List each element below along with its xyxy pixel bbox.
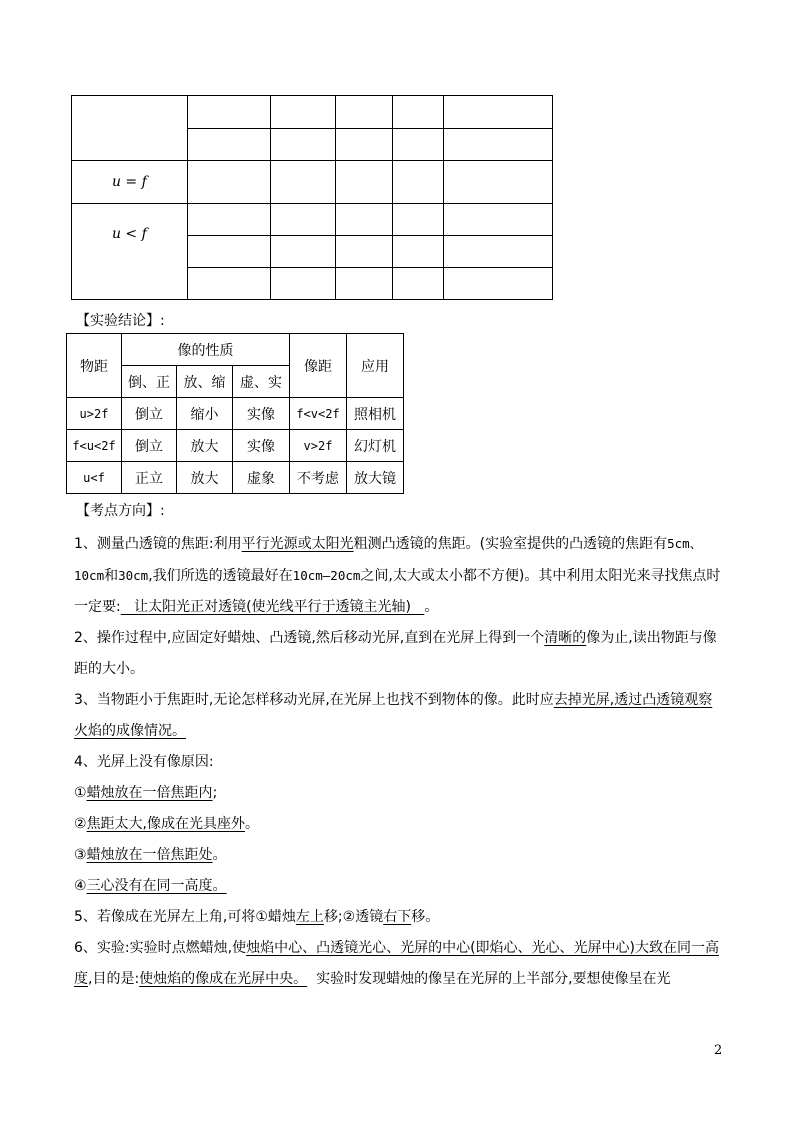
text: 5、若像成在光屏左上角,可将①蜡烛: [74, 909, 296, 925]
experiment-record-table: [71, 95, 553, 300]
answer-blank: 使烛焰的像成在光屏中央。: [139, 971, 308, 987]
answer-blank: 焦距太大,像成在光具座外: [86, 816, 246, 832]
cell-orientation: 倒立: [122, 430, 177, 462]
point-2: [74, 623, 724, 685]
answer-blank: 左上: [295, 909, 324, 925]
table-cell: [444, 128, 553, 161]
answer-blank: 清晰的: [544, 630, 587, 646]
answer-blank: 让太阳光正对透镜(使光线平行于透镜主光轴): [120, 599, 425, 615]
text: 3、当物距小于焦距时,无论怎样移动光屏,在光屏上也找不到物体的像。此时应: [74, 692, 554, 708]
table-row: [72, 96, 553, 129]
text: ①: [74, 785, 87, 801]
cell-object-distance: u<f: [67, 462, 122, 494]
table-cell: [336, 161, 393, 204]
text: 像为止,读出物距与像距的大小。: [74, 630, 717, 677]
point-4-4: [74, 871, 724, 902]
table-cell: [270, 96, 336, 129]
header-object-distance: 物距: [67, 334, 122, 398]
cell-application: 照相机: [347, 398, 404, 430]
text: ,我们所选的透镜最好在: [148, 568, 293, 584]
table-cell: [336, 204, 393, 236]
table-cell: [187, 128, 270, 161]
text: 2、操作过程中,应固定好蜡烛、凸透镜,然后移动光屏,直到在光屏上得到一个: [74, 630, 545, 646]
cell-size: 放大: [177, 462, 233, 494]
cell-object-distance: u>2f: [67, 398, 122, 430]
header-application: 应用: [347, 334, 404, 398]
table-cell: [336, 268, 393, 300]
table-cell: [187, 268, 270, 300]
text: 。: [424, 599, 439, 615]
point-4-3: [74, 840, 724, 871]
text: 30cm: [118, 568, 149, 583]
answer-blank: 三心没有在同一高度。: [86, 878, 227, 894]
table-cell: [393, 161, 444, 204]
table-cell: [270, 161, 336, 204]
text: 移;②透镜: [323, 909, 384, 925]
table-cell: [393, 128, 444, 161]
cell-image-type: 实像: [233, 398, 290, 430]
text: 移。: [411, 909, 440, 925]
table-cell: [444, 268, 553, 300]
exam-points-body: [74, 528, 724, 995]
table-row: [67, 462, 404, 494]
answer-blank: 平行光源或太阳光: [241, 536, 354, 552]
table-cell: [336, 128, 393, 161]
table-cell: [187, 236, 270, 268]
table-cell: [393, 236, 444, 268]
cell-application: 幻灯机: [347, 430, 404, 462]
cell-orientation: 正立: [122, 462, 177, 494]
text: ④: [74, 878, 87, 894]
text: ,目的是:: [88, 971, 140, 987]
text: 。: [245, 816, 260, 832]
page-number: 2: [714, 1043, 723, 1058]
header-magnified-reduced: 放、缩: [177, 366, 233, 398]
table-header-row: [67, 334, 404, 366]
text: 6、实验:实验时点燃蜡烛,使: [74, 940, 247, 956]
text: 10cm—20cm: [292, 568, 361, 583]
cell-size: 缩小: [177, 398, 233, 430]
answer-blank: 蜡烛放在一倍焦距内: [86, 785, 213, 801]
table-cell: [393, 268, 444, 300]
point-6: [74, 933, 724, 995]
table-cell: [187, 96, 270, 129]
table-cell: [270, 268, 336, 300]
table-cell: [444, 204, 553, 236]
text: ;: [212, 785, 218, 801]
text: ②: [74, 816, 87, 832]
cell-size: 放大: [177, 430, 233, 462]
answer-blank: 烛焰中心、凸透镜光心、光屏的中心(即焰心、光心、光屏中心)大致在同一高度: [74, 940, 719, 987]
table-cell: [393, 204, 444, 236]
cell-image-distance: f<v<2f: [290, 398, 347, 430]
point-3: [74, 685, 724, 747]
answer-blank: 去掉光屏,透过凸透镜观察火焰的成像情况。: [74, 692, 713, 739]
header-image-distance: 像距: [290, 334, 347, 398]
table-row: [72, 204, 553, 236]
text: 和: [104, 568, 119, 584]
table-cell: [444, 161, 553, 204]
table-cell: [187, 161, 270, 204]
table-row: [67, 398, 404, 430]
header-image-nature: 像的性质: [122, 334, 290, 366]
text: 粗测凸透镜的焦距。(实验室提供的凸透镜的焦距有: [353, 536, 668, 552]
point-4-2: [74, 809, 724, 840]
table-cell: [187, 204, 270, 236]
table-cell: [393, 96, 444, 129]
text: 1、测量凸透镜的焦距:利用: [74, 536, 242, 552]
table-cell: [444, 96, 553, 129]
point-4: 4、光屏上没有像原因:: [74, 754, 214, 770]
table-cell: [444, 236, 553, 268]
cell-image-type: 虚象: [233, 462, 290, 494]
cell-image-type: 实像: [233, 430, 290, 462]
cell-object-distance: f<u<2f: [67, 430, 122, 462]
point-4-1: [74, 778, 724, 809]
table-row: [67, 430, 404, 462]
cell-image-distance: v>2f: [290, 430, 347, 462]
table-cell: [270, 128, 336, 161]
cell-orientation: 倒立: [122, 398, 177, 430]
conclusion-table: [66, 333, 404, 494]
header-inverted-upright: 倒、正: [122, 366, 177, 398]
table-cell: [270, 236, 336, 268]
text: 。: [212, 847, 227, 863]
row-label-u-eq-f: u = f: [72, 161, 188, 204]
point-1: [74, 528, 724, 623]
answer-blank: 蜡烛放在一倍焦距处: [86, 847, 213, 863]
table-row: [72, 161, 553, 204]
answer-blank: 右下: [383, 909, 412, 925]
cell-application: 放大镜: [347, 462, 404, 494]
table-cell: [336, 236, 393, 268]
text: 之间,太大或太小都不方便)。其中利用太阳光来寻找焦点时一定要:: [74, 568, 721, 615]
table-cell: [336, 96, 393, 129]
table-cell: [270, 204, 336, 236]
exam-points-heading: 【考点方向】:: [76, 503, 165, 519]
text: 5cm、10cm: [74, 536, 703, 583]
text: ③: [74, 847, 87, 863]
header-virtual-real: 虚、实: [233, 366, 290, 398]
point-5: [74, 902, 724, 933]
text: 实验时发现蜡烛的像呈在光屏的上半部分,要想使像呈在光: [307, 971, 671, 987]
row-label-u-lt-f: u < f: [72, 204, 188, 300]
cell-image-distance: 不考虑: [290, 462, 347, 494]
conclusion-heading: 【实验结论】:: [76, 313, 165, 329]
table-cell: [72, 96, 188, 161]
